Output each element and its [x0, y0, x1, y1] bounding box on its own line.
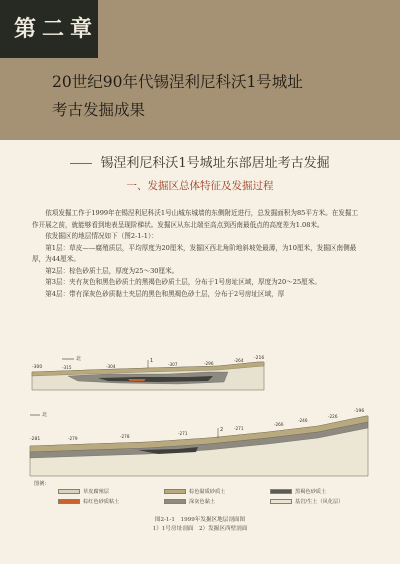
chapter-label-tab — [0, 0, 98, 58]
depth-label: -279 — [68, 436, 78, 441]
legend-title: 图例： — [34, 481, 50, 487]
section2-start-depth: -281 — [30, 437, 41, 442]
paragraph: 依项发掘工作于1999年在锡涅利尼科沃1号山城东城墙的东侧附近进行，总发掘面积为85平方米。在发掘工作开展之前，就能够看到地表呈现阶梯状。发掘区从东北端至高点到西南最低点的高度差为1.08米。 — [32, 209, 359, 229]
legend-swatch — [58, 499, 80, 504]
legend-swatch — [164, 499, 186, 504]
legend-label: 基岩/生土（风化层） — [295, 499, 344, 505]
paragraph: 第1层：草皮——腐殖质层，平均厚度为20厘米，发掘区西北角阶地斜坡处最薄，为10厘米，发掘区南侧最厚，为44厘米。 — [32, 243, 357, 263]
depth-label: -307 — [168, 362, 178, 367]
depth-label: -271 — [234, 426, 244, 431]
legend-label: 黑褐色砂质土 — [295, 489, 327, 495]
section1-start-depth: -300 — [32, 365, 43, 370]
legend-item — [164, 488, 225, 495]
legend-swatch — [164, 489, 186, 494]
depth-label: -315 — [62, 365, 72, 370]
legend-label: 深灰色黏土 — [189, 499, 215, 505]
caption-line1: 图2-1-1 1999年发掘区地层剖面图 — [154, 517, 246, 523]
body-text — [32, 208, 364, 300]
depth-label: -271 — [178, 431, 188, 436]
section-1 — [32, 355, 264, 390]
section1-red-lens — [128, 379, 146, 381]
section2-label: 2 — [220, 427, 224, 433]
section1-label: 1 — [150, 358, 154, 364]
depth-label: -296 — [204, 361, 214, 366]
legend-swatch — [58, 489, 80, 494]
depth-label: -278 — [120, 434, 130, 439]
section2-end-depth: -196 — [354, 409, 365, 414]
legend-item — [270, 498, 343, 505]
legend-swatch — [270, 489, 292, 494]
heading-rule — [70, 163, 92, 164]
legend-label: 草皮腐殖层 — [83, 489, 109, 495]
legend-item — [58, 488, 109, 495]
depth-label: -304 — [106, 364, 116, 369]
north-arrow-label-2: 北 — [42, 412, 48, 418]
depth-label: -246 — [298, 418, 308, 423]
section-2 — [30, 408, 368, 476]
legend-label: 棕红色砂质粘土 — [83, 499, 120, 505]
legend-item — [58, 498, 119, 505]
legend-label: 棕色黏质砂质土 — [189, 489, 226, 495]
depth-label: -266 — [274, 422, 284, 427]
caption-line2: 1）1号房址剖面 2）发掘区西壁剖面 — [152, 526, 248, 532]
north-arrow-label-1: 北 — [76, 356, 82, 362]
legend-swatch — [270, 499, 292, 504]
page-heading — [0, 152, 400, 171]
legend-item — [270, 488, 326, 495]
stratigraphy-section-figure — [28, 350, 372, 480]
paragraph: 第3层：夹有灰色和黑色砂质土的黑褐色砂质土层，分布于1号房址区域，厚度为20～25厘米。 — [45, 278, 321, 286]
chapter-title — [52, 68, 382, 124]
chapter-title-line2: 考古发掘成果 — [52, 101, 146, 119]
section-heading: 一、发掘区总体特征及发掘过程 — [126, 180, 274, 192]
chapter-label: 第二章 — [14, 16, 99, 42]
chapter-title-line1: 20世纪90年代锡涅利尼科沃1号城址 — [52, 73, 303, 91]
legend-item — [164, 498, 215, 505]
figure-caption — [0, 516, 400, 534]
paragraph: 第2层：棕色砂质土层，厚度为25～30厘米。 — [45, 266, 179, 275]
paragraph: 第4层：带有深灰色砂质黏土夹层的黑色和黑褐色砂土层，分布于2号房址区域，厚 — [45, 289, 285, 298]
chapter-header-band — [0, 0, 400, 140]
section1-end-depth: -216 — [254, 356, 265, 361]
paragraph: 依发掘区的地层情况如下（图2-1-1）： — [45, 232, 158, 240]
depth-label: -226 — [328, 414, 338, 419]
page-heading-text: 锡涅利尼科沃1号城址东部居址考古发掘 — [100, 156, 330, 171]
depth-label: -264 — [234, 358, 244, 363]
